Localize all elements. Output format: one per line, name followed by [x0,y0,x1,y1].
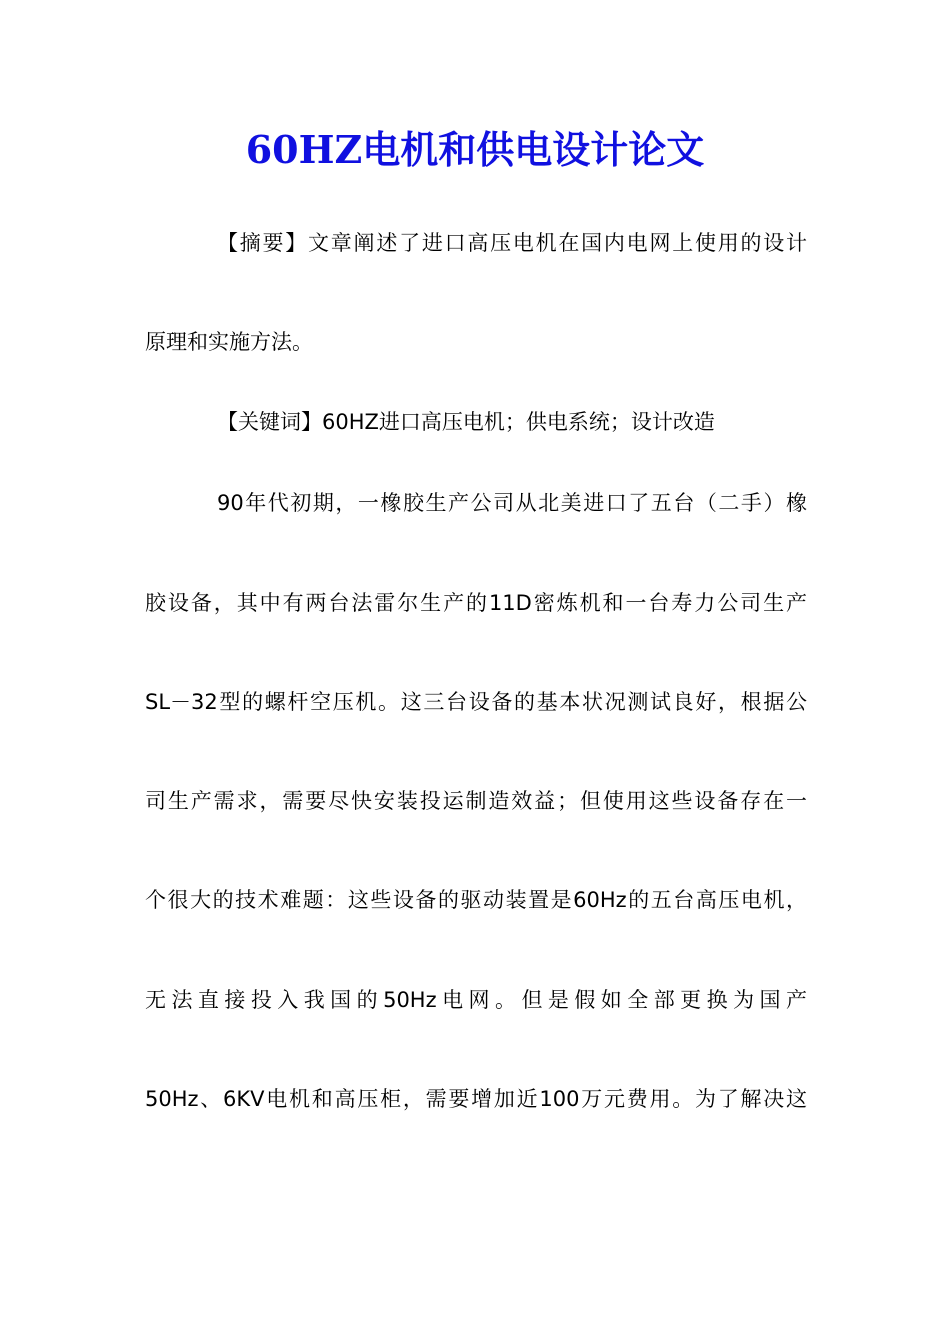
body-line-2: 胶设备，其中有两台法雷尔生产的11D密炼机和一台寿力公司生产 [145,591,807,615]
body-line-5: 个很大的技术难题：这些设备的驱动装置是60Hz的五台高压电机， [145,888,807,912]
abstract-line-1: 【摘要】文章阐述了进口高压电机在国内电网上使用的设计 [217,231,807,255]
keywords-line: 【关键词】60HZ进口高压电机；供电系统；设计改造 [217,410,715,434]
body-line-3: SL－32型的螺杆空压机。这三台设备的基本状况测试良好，根据公 [145,690,807,714]
body-line-6: 无法直接投入我国的50Hz电网。但是假如全部更换为国产 [145,988,807,1012]
body-line-1: 90年代初期，一橡胶生产公司从北美进口了五台（二手）橡 [217,491,807,515]
body-line-7: 50Hz、6KV电机和高压柜，需要增加近100万元费用。为了解决这 [145,1087,807,1111]
body-line-4: 司生产需求，需要尽快安装投运制造效益；但使用这些设备存在一 [145,789,807,813]
page-title: 60HZ电机和供电设计论文 [245,127,705,172]
abstract-line-2: 原理和实施方法。 [145,330,313,354]
